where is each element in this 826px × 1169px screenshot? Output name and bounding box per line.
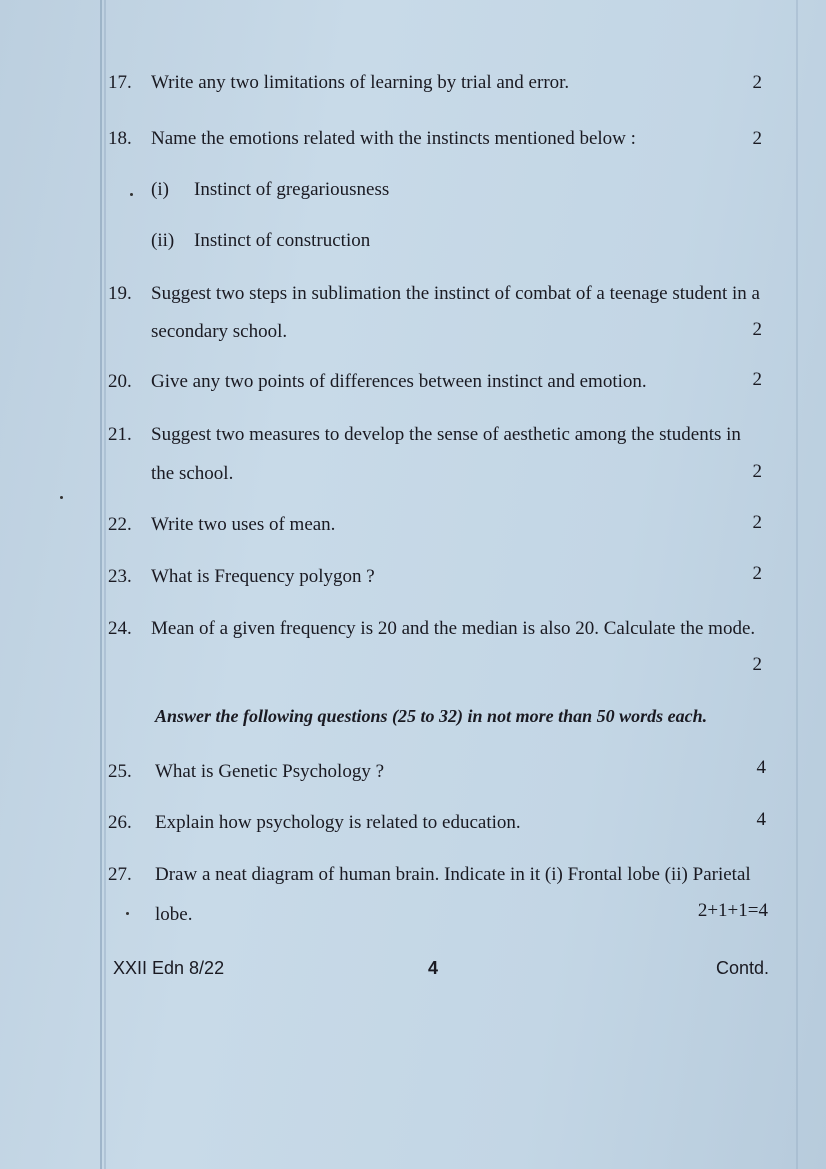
question-number: 25.	[108, 761, 132, 782]
question-number: 21.	[108, 424, 132, 445]
speck	[126, 912, 129, 915]
question-number: 23.	[108, 566, 132, 587]
speck	[130, 193, 133, 196]
margin-line	[796, 0, 798, 1169]
question-text: What is Genetic Psychology ?	[155, 761, 385, 782]
question-text: Suggest two steps in sublimation the instinct of combat of a teenage student in a	[151, 283, 760, 304]
question-marks: 2+1+1=4	[697, 900, 768, 921]
margin-line	[104, 0, 106, 1169]
question-marks: 4	[756, 757, 766, 778]
question-number: 22.	[108, 514, 132, 535]
question-text: What is Frequency polygon ?	[151, 566, 375, 587]
question-marks: 2	[752, 369, 762, 390]
question-number: 18.	[108, 128, 132, 149]
subitem-label: (i)	[151, 179, 169, 200]
question-text: Give any two points of differences between instinct and emotion.	[151, 371, 647, 392]
question-text: Name the emotions related with the instincts mentioned below :	[151, 128, 636, 149]
page-number: 4	[428, 958, 439, 978]
subitem-text: Instinct of gregariousness	[194, 179, 390, 200]
question-marks: 2	[752, 654, 762, 675]
question-marks: 2	[752, 512, 762, 533]
question-number: 17.	[108, 72, 132, 93]
speck	[60, 496, 63, 499]
question-marks: 2	[752, 72, 762, 93]
subitem-label: (ii)	[151, 230, 175, 251]
question-text: Mean of a given frequency is 20 and the median is also 20. Calculate the mode.	[151, 618, 756, 639]
question-number: 24.	[108, 618, 132, 639]
question-number: 26.	[108, 812, 132, 833]
question-text: Suggest two measures to develop the sense of aesthetic among the students in	[151, 424, 741, 445]
question-text: Write any two limitations of learning by trial and error.	[151, 72, 570, 93]
question-number: 20.	[108, 371, 132, 392]
question-text: Draw a neat diagram of human brain. Indicate in it (i) Frontal lobe (ii) Parietal	[155, 864, 751, 885]
question-number: 19.	[108, 283, 132, 304]
question-marks: 2	[752, 319, 762, 340]
paper-code: XXII Edn 8/22	[113, 958, 225, 978]
question-text: Write two uses of mean.	[151, 514, 336, 535]
question-marks: 2	[752, 563, 762, 584]
continued-label: Contd.	[715, 958, 769, 978]
question-marks: 2	[752, 128, 762, 149]
subitem-text: Instinct of construction	[194, 230, 371, 251]
question-text: the school.	[151, 463, 234, 484]
margin-line	[100, 0, 102, 1169]
question-number: 27.	[108, 864, 132, 885]
question-text: Explain how psychology is related to education.	[155, 812, 521, 833]
question-marks: 2	[752, 461, 762, 482]
question-text: secondary school.	[151, 321, 288, 342]
section-instruction: Answer the following questions (25 to 32) in not more than 50 words each.	[155, 706, 708, 726]
question-marks: 4	[756, 809, 766, 830]
question-text: lobe.	[155, 904, 193, 925]
